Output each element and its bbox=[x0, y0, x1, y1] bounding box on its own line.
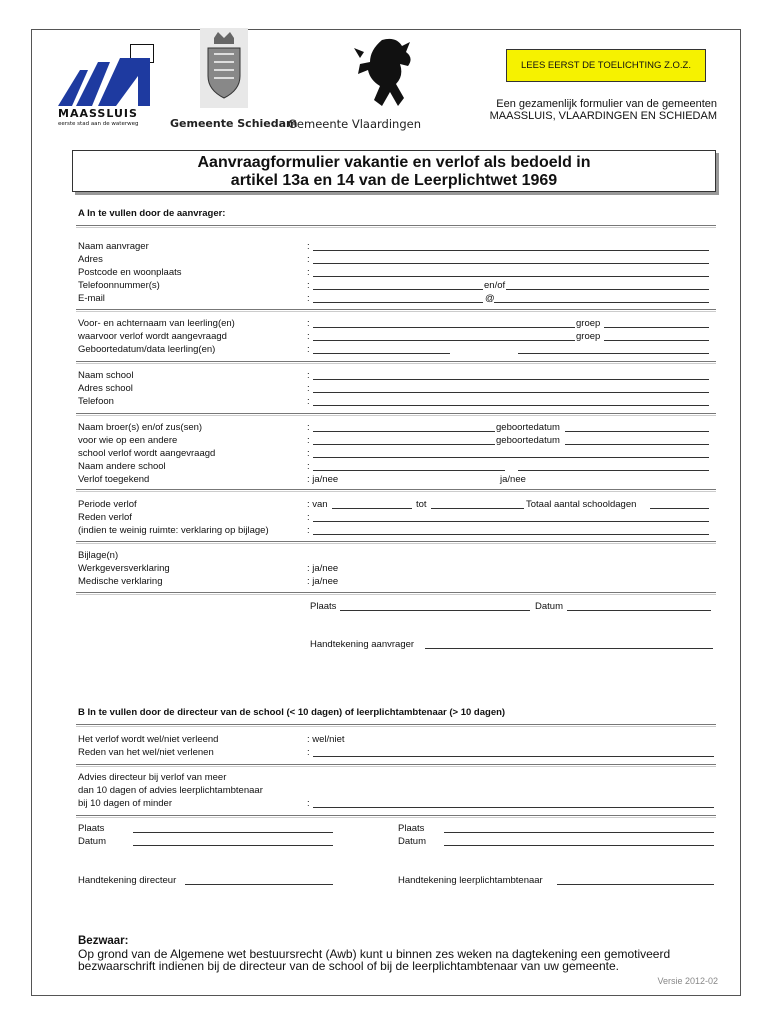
reden-verlof-field-2[interactable] bbox=[313, 534, 709, 535]
label-naam-andere-school: Naam andere school bbox=[78, 461, 166, 472]
label-reden-verlof: Reden verlof bbox=[78, 512, 132, 523]
verlof-toegekend-janee-2[interactable]: ja/nee bbox=[500, 474, 526, 485]
label-andere-school-2: school verlof wordt aangevraagd bbox=[78, 448, 216, 459]
handtekening-aanvrager-field[interactable] bbox=[425, 648, 713, 649]
datum-label-a: Datum bbox=[535, 601, 563, 612]
adres-school-field[interactable] bbox=[313, 392, 709, 393]
colon: : bbox=[307, 435, 310, 446]
naam-school-field[interactable] bbox=[313, 379, 709, 380]
van-label: : van bbox=[307, 499, 328, 510]
bezwaar-block bbox=[78, 935, 728, 973]
label-postcode: Postcode en woonplaats bbox=[78, 267, 182, 278]
colon: : bbox=[307, 318, 310, 329]
plaats-field-a[interactable] bbox=[340, 610, 530, 611]
advies-field[interactable] bbox=[313, 807, 714, 808]
label-verlof-verleend: Het verlof wordt wel/niet verleend bbox=[78, 734, 219, 745]
lion-icon bbox=[352, 36, 422, 110]
colon: : bbox=[307, 512, 310, 523]
title-line-2: artikel 13a en 14 van de Leerplichtwet 1969 bbox=[230, 172, 558, 189]
leerling-naam-field-1[interactable] bbox=[313, 327, 575, 328]
email-user-field[interactable] bbox=[313, 302, 483, 303]
label-email: E-mail bbox=[78, 293, 105, 304]
periode-tot-field[interactable] bbox=[431, 508, 524, 509]
telefoon-field-1[interactable] bbox=[313, 289, 483, 290]
colon: : bbox=[307, 254, 310, 265]
label-telefoon: Telefoonnummer(s) bbox=[78, 280, 160, 291]
label-verlof-aangevraagd: waarvoor verlof wordt aangevraagd bbox=[78, 331, 227, 342]
totaal-schooldagen-label: Totaal aantal schooldagen bbox=[526, 499, 637, 510]
separator bbox=[76, 225, 716, 228]
label-naam-school: Naam school bbox=[78, 370, 134, 381]
colon: : bbox=[307, 747, 310, 758]
label-geboortedatum: Geboortedatum/data leerling(en) bbox=[78, 344, 216, 355]
intro-text bbox=[440, 98, 717, 122]
geboortedatum-field-1[interactable] bbox=[313, 353, 450, 354]
telefoon-field-2[interactable] bbox=[506, 289, 709, 290]
title-line-1: Aanvraagformulier vakantie en verlof als bedoeld in bbox=[197, 154, 591, 171]
maassluis-name: MAASSLUIS bbox=[58, 107, 138, 120]
colon: : bbox=[307, 370, 310, 381]
colon: : bbox=[307, 344, 310, 355]
wel-niet-option[interactable]: : wel/niet bbox=[307, 734, 345, 745]
plaats-label-ambtenaar: Plaats bbox=[398, 823, 425, 834]
separator bbox=[76, 815, 716, 818]
medische-verklaring-janee[interactable]: : ja/nee bbox=[307, 576, 339, 587]
maassluis-tagline: eerste stad aan de waterweg bbox=[58, 121, 139, 127]
schiedam-crest-icon bbox=[200, 28, 248, 108]
bezwaar-line-1: Op grond van de Algemene wet bestuursrecht (Awb) kunt u binnen zes weken na dagtekening een gemotiveerd bbox=[78, 946, 671, 961]
handtekening-directeur-field[interactable] bbox=[185, 884, 333, 885]
groep-label-2: groep bbox=[576, 331, 601, 342]
bezwaar-line-2: bezwaarschrift indienen bij de directeur van de school of bij de leerplichtambtenaar van uw gemeente. bbox=[78, 959, 619, 973]
colon: : bbox=[307, 293, 310, 304]
adres-field[interactable] bbox=[313, 263, 709, 264]
section-a-header: A In te vullen door de aanvrager: bbox=[78, 208, 226, 219]
naam-andere-school-field-1[interactable] bbox=[313, 470, 505, 471]
separator bbox=[76, 361, 716, 364]
colon: : bbox=[307, 241, 310, 252]
werkgeversverklaring-janee[interactable]: : ja/nee bbox=[307, 563, 339, 574]
email-at-label: @ bbox=[485, 293, 495, 304]
handtekening-ambtenaar-field[interactable] bbox=[557, 884, 714, 885]
colon: : bbox=[307, 422, 310, 433]
separator bbox=[76, 489, 716, 492]
colon: : bbox=[307, 798, 310, 809]
reden-verlenen-field[interactable] bbox=[313, 756, 714, 757]
version-label: Versie 2012-02 bbox=[657, 976, 718, 986]
form-title bbox=[72, 150, 716, 192]
naam-andere-school-field-2[interactable] bbox=[518, 470, 709, 471]
leerling-naam-field-2[interactable] bbox=[313, 340, 575, 341]
label-andere-school-1: voor wie op een andere bbox=[78, 435, 178, 446]
label-verlof-toegekend: Verlof toegekend bbox=[78, 474, 150, 485]
colon: : bbox=[307, 525, 310, 536]
broer-zus-geboortedatum-1[interactable] bbox=[565, 431, 709, 432]
broer-zus-geboortedatum-2[interactable] bbox=[565, 444, 709, 445]
email-domain-field[interactable] bbox=[494, 302, 709, 303]
label-telefoon-school: Telefoon bbox=[78, 396, 114, 407]
geboortedatum-label-2: geboortedatum bbox=[496, 435, 560, 446]
reden-verlof-field-1[interactable] bbox=[313, 521, 709, 522]
separator bbox=[76, 413, 716, 416]
label-advies-3: bij 10 dagen of minder bbox=[78, 798, 173, 809]
geboortedatum-field-2[interactable] bbox=[518, 353, 709, 354]
label-adres-school: Adres school bbox=[78, 383, 133, 394]
postcode-field[interactable] bbox=[313, 276, 709, 277]
bezwaar-title: Bezwaar: bbox=[78, 935, 129, 947]
geboortedatum-label-1: geboortedatum bbox=[496, 422, 560, 433]
plaats-field-directeur[interactable] bbox=[133, 832, 333, 833]
plaats-field-ambtenaar[interactable] bbox=[444, 832, 714, 833]
colon: : bbox=[307, 331, 310, 342]
label-naam-aanvrager: Naam aanvrager bbox=[78, 241, 149, 252]
label-bijlagen: Bijlage(n) bbox=[78, 550, 119, 561]
separator bbox=[76, 592, 716, 595]
groep-label-1: groep bbox=[576, 318, 601, 329]
label-leerling-naam: Voor- en achternaam van leerling(en) bbox=[78, 318, 235, 329]
label-periode-verlof: Periode verlof bbox=[78, 499, 137, 510]
colon: : bbox=[307, 267, 310, 278]
datum-field-directeur[interactable] bbox=[133, 845, 333, 846]
label-adres: Adres bbox=[78, 254, 103, 265]
colon: : bbox=[307, 383, 310, 394]
groep-field-2[interactable] bbox=[604, 340, 709, 341]
phone-or-label: en/of bbox=[484, 280, 506, 291]
label-advies-1: Advies directeur bij verlof van meer bbox=[78, 772, 227, 783]
label-broers-zussen: Naam broer(s) en/of zus(sen) bbox=[78, 422, 203, 433]
section-b-header: B In te vullen door de directeur van de school (< 10 dagen) of leerplichtambtenaar (> 10 dagen) bbox=[78, 707, 506, 718]
colon: : bbox=[307, 396, 310, 407]
datum-label-ambtenaar: Datum bbox=[398, 836, 426, 847]
naam-aanvrager-field[interactable] bbox=[313, 250, 709, 251]
telefoon-school-field[interactable] bbox=[313, 405, 709, 406]
handtekening-ambtenaar-label: Handtekening leerplichtambtenaar bbox=[398, 875, 543, 886]
andere-school-field[interactable] bbox=[313, 457, 709, 458]
groep-field-1[interactable] bbox=[604, 327, 709, 328]
separator bbox=[76, 541, 716, 544]
broer-zus-naam-field-2[interactable] bbox=[313, 444, 495, 445]
label-verklaring-bijlage: (indien te weinig ruimte: verklaring op bijlage) bbox=[78, 525, 269, 536]
separator bbox=[76, 309, 716, 312]
verlof-toegekend-janee-1[interactable]: : ja/nee bbox=[307, 474, 339, 485]
handtekening-directeur-label: Handtekening directeur bbox=[78, 875, 177, 886]
intro-line-2: MAASSLUIS, VLAARDINGEN EN SCHIEDAM bbox=[489, 110, 717, 122]
schiedam-name: Gemeente Schiedam bbox=[170, 117, 298, 130]
datum-field-ambtenaar[interactable] bbox=[444, 845, 714, 846]
label-werkgeversverklaring: Werkgeversverklaring bbox=[78, 563, 170, 574]
label-reden-verlenen: Reden van het wel/niet verlenen bbox=[78, 747, 214, 758]
plaats-label-a: Plaats bbox=[310, 601, 337, 612]
label-medische-verklaring: Medische verklaring bbox=[78, 576, 163, 587]
intro-line-1: Een gezamenlijk formulier van de gemeenten bbox=[496, 98, 717, 110]
datum-label-directeur: Datum bbox=[78, 836, 106, 847]
tot-label: tot bbox=[416, 499, 427, 510]
handtekening-aanvrager-label: Handtekening aanvrager bbox=[310, 639, 415, 650]
colon: : bbox=[307, 280, 310, 291]
label-advies-2: dan 10 dagen of advies leerplichtambtenaar bbox=[78, 785, 263, 796]
separator bbox=[76, 764, 716, 767]
broer-zus-naam-field-1[interactable] bbox=[313, 431, 495, 432]
colon: : bbox=[307, 461, 310, 472]
periode-van-field[interactable] bbox=[332, 508, 412, 509]
vlaardingen-name: Gemeente Vlaardingen bbox=[288, 117, 421, 131]
plaats-label-directeur: Plaats bbox=[78, 823, 105, 834]
separator bbox=[76, 724, 716, 727]
datum-field-a[interactable] bbox=[567, 610, 711, 611]
totaal-schooldagen-field[interactable] bbox=[650, 508, 709, 509]
read-instructions-notice: LEES EERST DE TOELICHTING Z.O.Z. bbox=[506, 49, 706, 82]
colon: : bbox=[307, 448, 310, 459]
